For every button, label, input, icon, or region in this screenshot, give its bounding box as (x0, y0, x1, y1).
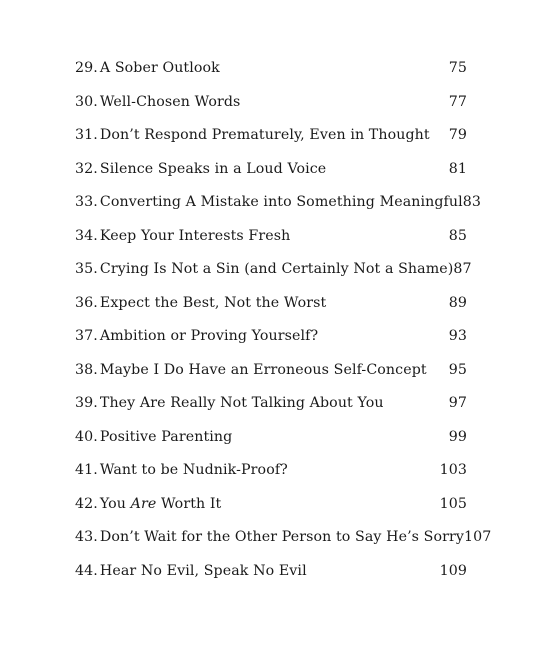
toc-entry-page: 107 (464, 529, 492, 545)
toc-entry-page: 95 (448, 361, 467, 378)
toc-entry-page: 83 (462, 194, 482, 210)
toc-entry-title (75, 261, 453, 277)
toc-entry-number: 35. (75, 261, 98, 277)
toc-entry-number: 34. (75, 227, 98, 244)
toc-entry (75, 429, 467, 463)
toc-entry-number: 31. (75, 127, 98, 143)
toc-entry-title (75, 462, 288, 478)
toc-entry-text: Ambition or Proving Yourself? (99, 328, 319, 344)
toc-entry-page: 77 (448, 93, 467, 110)
toc-entry-number: 41. (75, 462, 98, 478)
toc-entry (75, 529, 492, 563)
toc-entry-page: 79 (448, 127, 467, 143)
toc-entry-text: Hear No Evil, Speak No Evil (99, 562, 307, 579)
toc-entry-title (75, 127, 430, 143)
toc-entry-text: Silence Speaks in a Loud Voice (99, 160, 327, 177)
toc-entry (75, 496, 467, 530)
toc-entry-number: 36. (75, 294, 98, 311)
toc-entry (75, 328, 467, 362)
toc-entry-title (75, 496, 221, 512)
toc-entry-text-emphasis: Are (130, 495, 157, 512)
toc-entry-text: Well-Chosen Words (99, 93, 241, 110)
toc-entry-text-before: You (99, 495, 131, 512)
toc-entry-title (75, 60, 220, 76)
toc-entry-title (75, 362, 427, 378)
toc-entry (75, 462, 467, 496)
toc-entry (75, 261, 472, 295)
toc-entry (75, 94, 467, 128)
toc-entry-number: 42. (75, 495, 98, 512)
toc-entry-number: 40. (75, 428, 98, 445)
toc-entry (75, 228, 467, 262)
toc-entry-title (75, 328, 318, 344)
toc-entry-page: 75 (448, 60, 467, 76)
toc-entry-page: 93 (448, 328, 467, 344)
toc-entry-text: Maybe I Do Have an Erroneous Self-Concept (99, 361, 427, 378)
toc-entry (75, 127, 467, 161)
toc-entry-page: 109 (439, 562, 467, 579)
toc-entry-page: 87 (453, 261, 472, 277)
toc-entry-page: 103 (439, 462, 467, 478)
toc-entry-page: 97 (448, 395, 467, 411)
toc-entry (75, 161, 467, 195)
toc-entry-number: 38. (75, 361, 98, 378)
toc-entry-number: 29. (75, 60, 98, 76)
toc-entry-number: 30. (75, 93, 98, 110)
toc-entry-text: Keep Your Interests Fresh (99, 227, 291, 244)
toc-entry-title (75, 94, 240, 110)
toc-entry-number: 39. (75, 395, 98, 411)
toc-entry-title (75, 295, 326, 311)
toc-entry-title (75, 228, 290, 244)
toc-entry-text: Converting A Mistake into Something Meaningful (99, 194, 463, 210)
toc-entry-text: A Sober Outlook (99, 60, 220, 76)
table-of-contents (75, 60, 492, 596)
toc-entry-number: 44. (75, 562, 98, 579)
toc-entry-page: 81 (448, 160, 467, 177)
toc-entry-title (75, 194, 463, 210)
toc-entry-title (75, 563, 307, 579)
toc-entry-page: 105 (439, 495, 467, 512)
toc-entry-number: 32. (75, 160, 98, 177)
toc-entry-text: Don’t Respond Prematurely, Even in Thought (99, 127, 430, 143)
toc-entry (75, 395, 467, 429)
toc-entry-title (75, 529, 464, 545)
toc-entry-page: 89 (448, 294, 467, 311)
toc-entry-number: 33. (75, 194, 98, 210)
toc-entry-page: 99 (448, 428, 467, 445)
toc-entry-text: Expect the Best, Not the Worst (99, 294, 327, 311)
toc-entry-text: Want to be Nudnik-Proof? (99, 462, 288, 478)
toc-entry-text: Positive Parenting (99, 428, 233, 445)
toc-entry (75, 60, 467, 94)
toc-entry-text (100, 496, 221, 512)
toc-entry (75, 295, 467, 329)
toc-entry-title (75, 429, 232, 445)
toc-entry-number: 43. (75, 529, 98, 545)
toc-entry-number: 37. (75, 328, 98, 344)
toc-entry-text: Don’t Wait for the Other Person to Say He’s Sorry (99, 529, 465, 545)
toc-entry (75, 563, 467, 597)
toc-entry-text: They Are Really Not Talking About You (99, 395, 384, 411)
toc-entry (75, 362, 467, 396)
toc-entry-page: 85 (448, 227, 467, 244)
toc-entry-text-after: Worth It (156, 495, 222, 512)
toc-entry-text: Crying Is Not a Sin (and Certainly Not a Shame) (99, 261, 454, 277)
toc-entry (75, 194, 482, 228)
toc-entry-title (75, 161, 326, 177)
toc-entry-title (75, 395, 384, 411)
